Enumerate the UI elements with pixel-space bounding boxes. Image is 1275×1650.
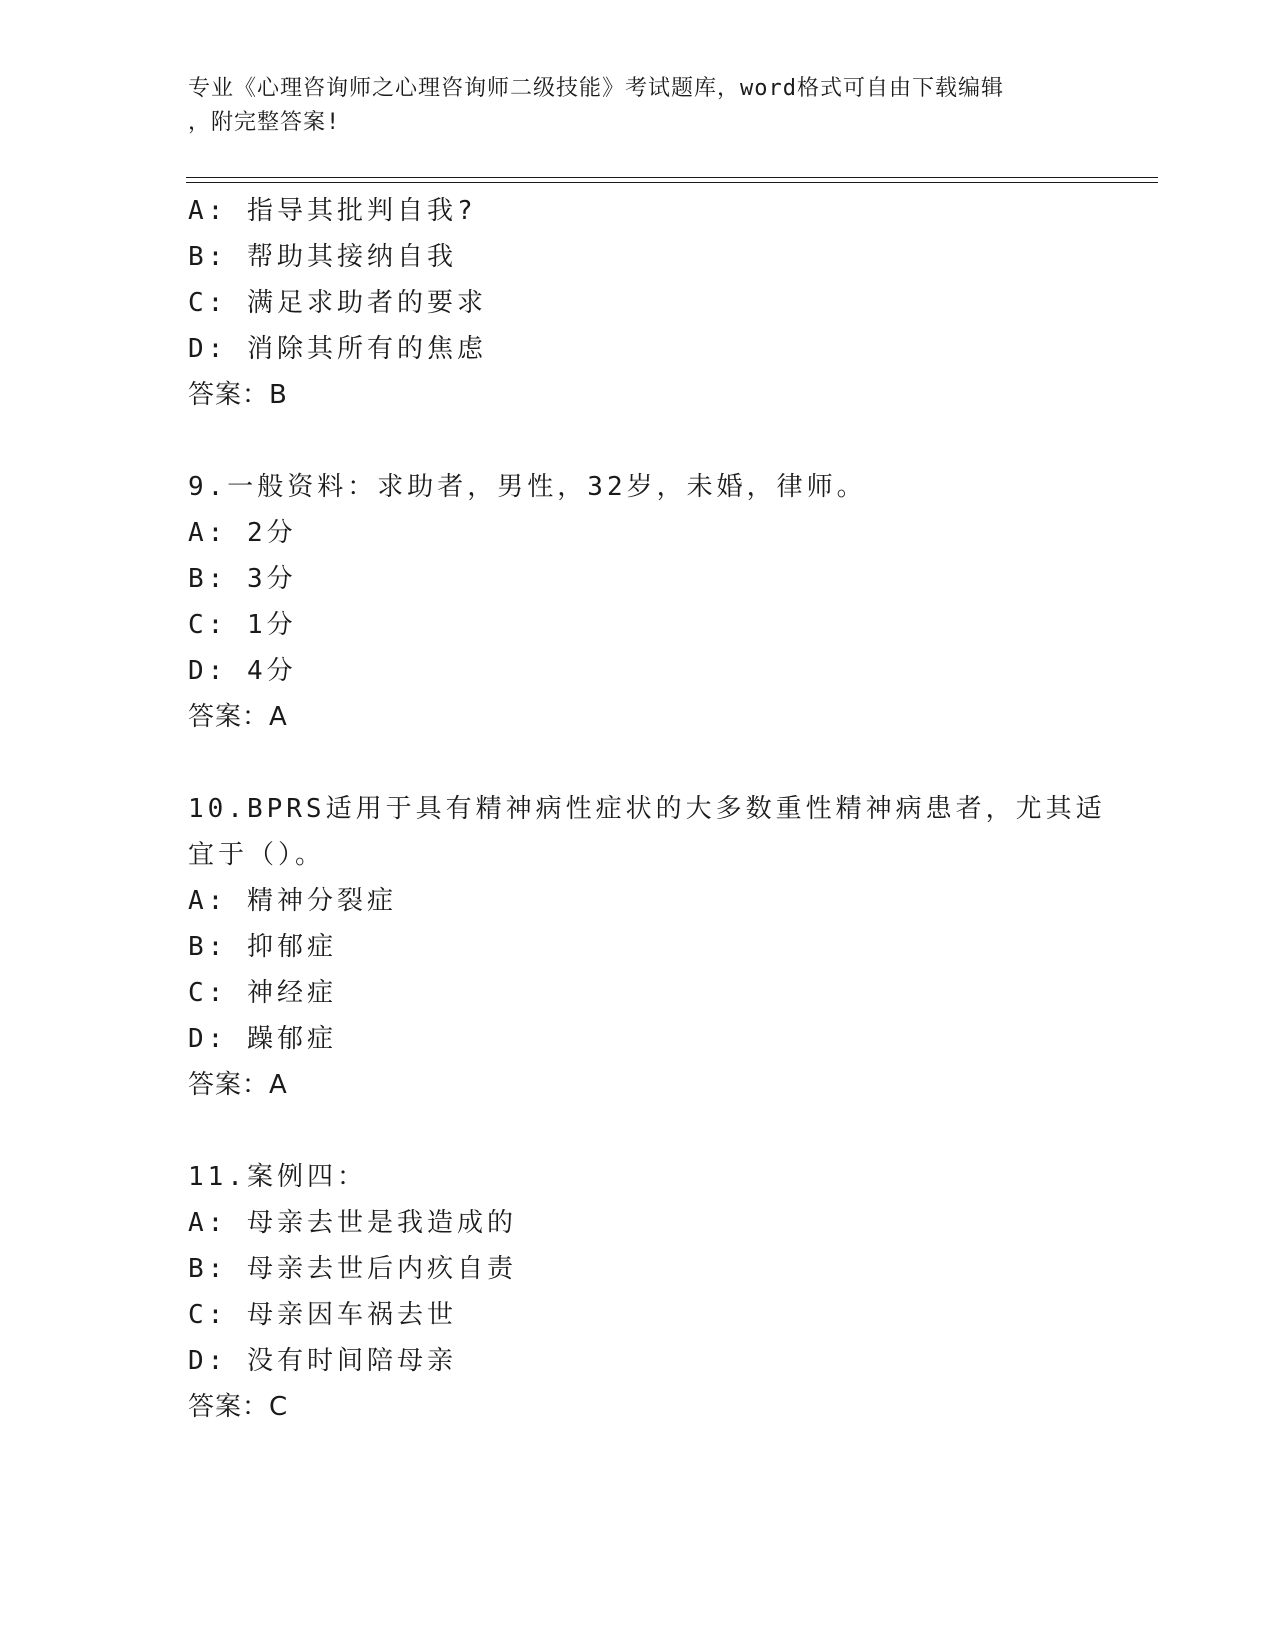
- question-title: 9.一般资料：求助者，男性，32岁，未婚，律师。: [188, 472, 867, 502]
- document-header: [188, 72, 1088, 140]
- option-c: C: 母亲因车祸去世: [188, 1300, 457, 1330]
- option-c: C: 满足求助者的要求: [188, 288, 487, 318]
- question-list: [188, 188, 1128, 1476]
- option-a: A: 2分: [188, 518, 297, 548]
- option-c: C: 神经症: [188, 978, 337, 1008]
- option-b: B: 3分: [188, 564, 297, 594]
- answer-line: 答案：B: [188, 380, 288, 410]
- header-divider-top: [186, 177, 1158, 178]
- option-a: A: 精神分裂症: [188, 886, 397, 916]
- option-a: A: 母亲去世是我造成的: [188, 1208, 517, 1238]
- option-b: B: 抑郁症: [188, 932, 337, 962]
- header-line-1: 专业《心理咨询师之心理咨询师二级技能》考试题库，word格式可自由下载编辑: [188, 76, 1004, 101]
- header-divider-bottom: [186, 182, 1158, 183]
- option-d: D: 4分: [188, 656, 297, 686]
- question-8-continued: [188, 188, 1128, 418]
- question-11: [188, 1154, 1128, 1430]
- option-d: D: 躁郁症: [188, 1024, 337, 1054]
- question-9: [188, 464, 1128, 740]
- header-line-2: ，附完整答案!: [188, 110, 341, 135]
- answer-line: 答案：C: [188, 1392, 289, 1422]
- option-c: C: 1分: [188, 610, 297, 640]
- option-a: A: 指导其批判自我?: [188, 196, 477, 226]
- question-10: [188, 786, 1128, 1108]
- answer-line: 答案：A: [188, 702, 288, 732]
- question-title: 11.案例四：: [188, 1162, 367, 1192]
- question-title: 10.BPRS适用于具有精神病性症状的大多数重性精神病患者，尤其适宜于（）。: [188, 794, 1106, 870]
- option-d: D: 没有时间陪母亲: [188, 1346, 457, 1376]
- option-d: D: 消除其所有的焦虑: [188, 334, 487, 364]
- answer-line: 答案：A: [188, 1070, 288, 1100]
- option-b: B: 母亲去世后内疚自责: [188, 1254, 517, 1284]
- option-b: B: 帮助其接纳自我: [188, 242, 457, 272]
